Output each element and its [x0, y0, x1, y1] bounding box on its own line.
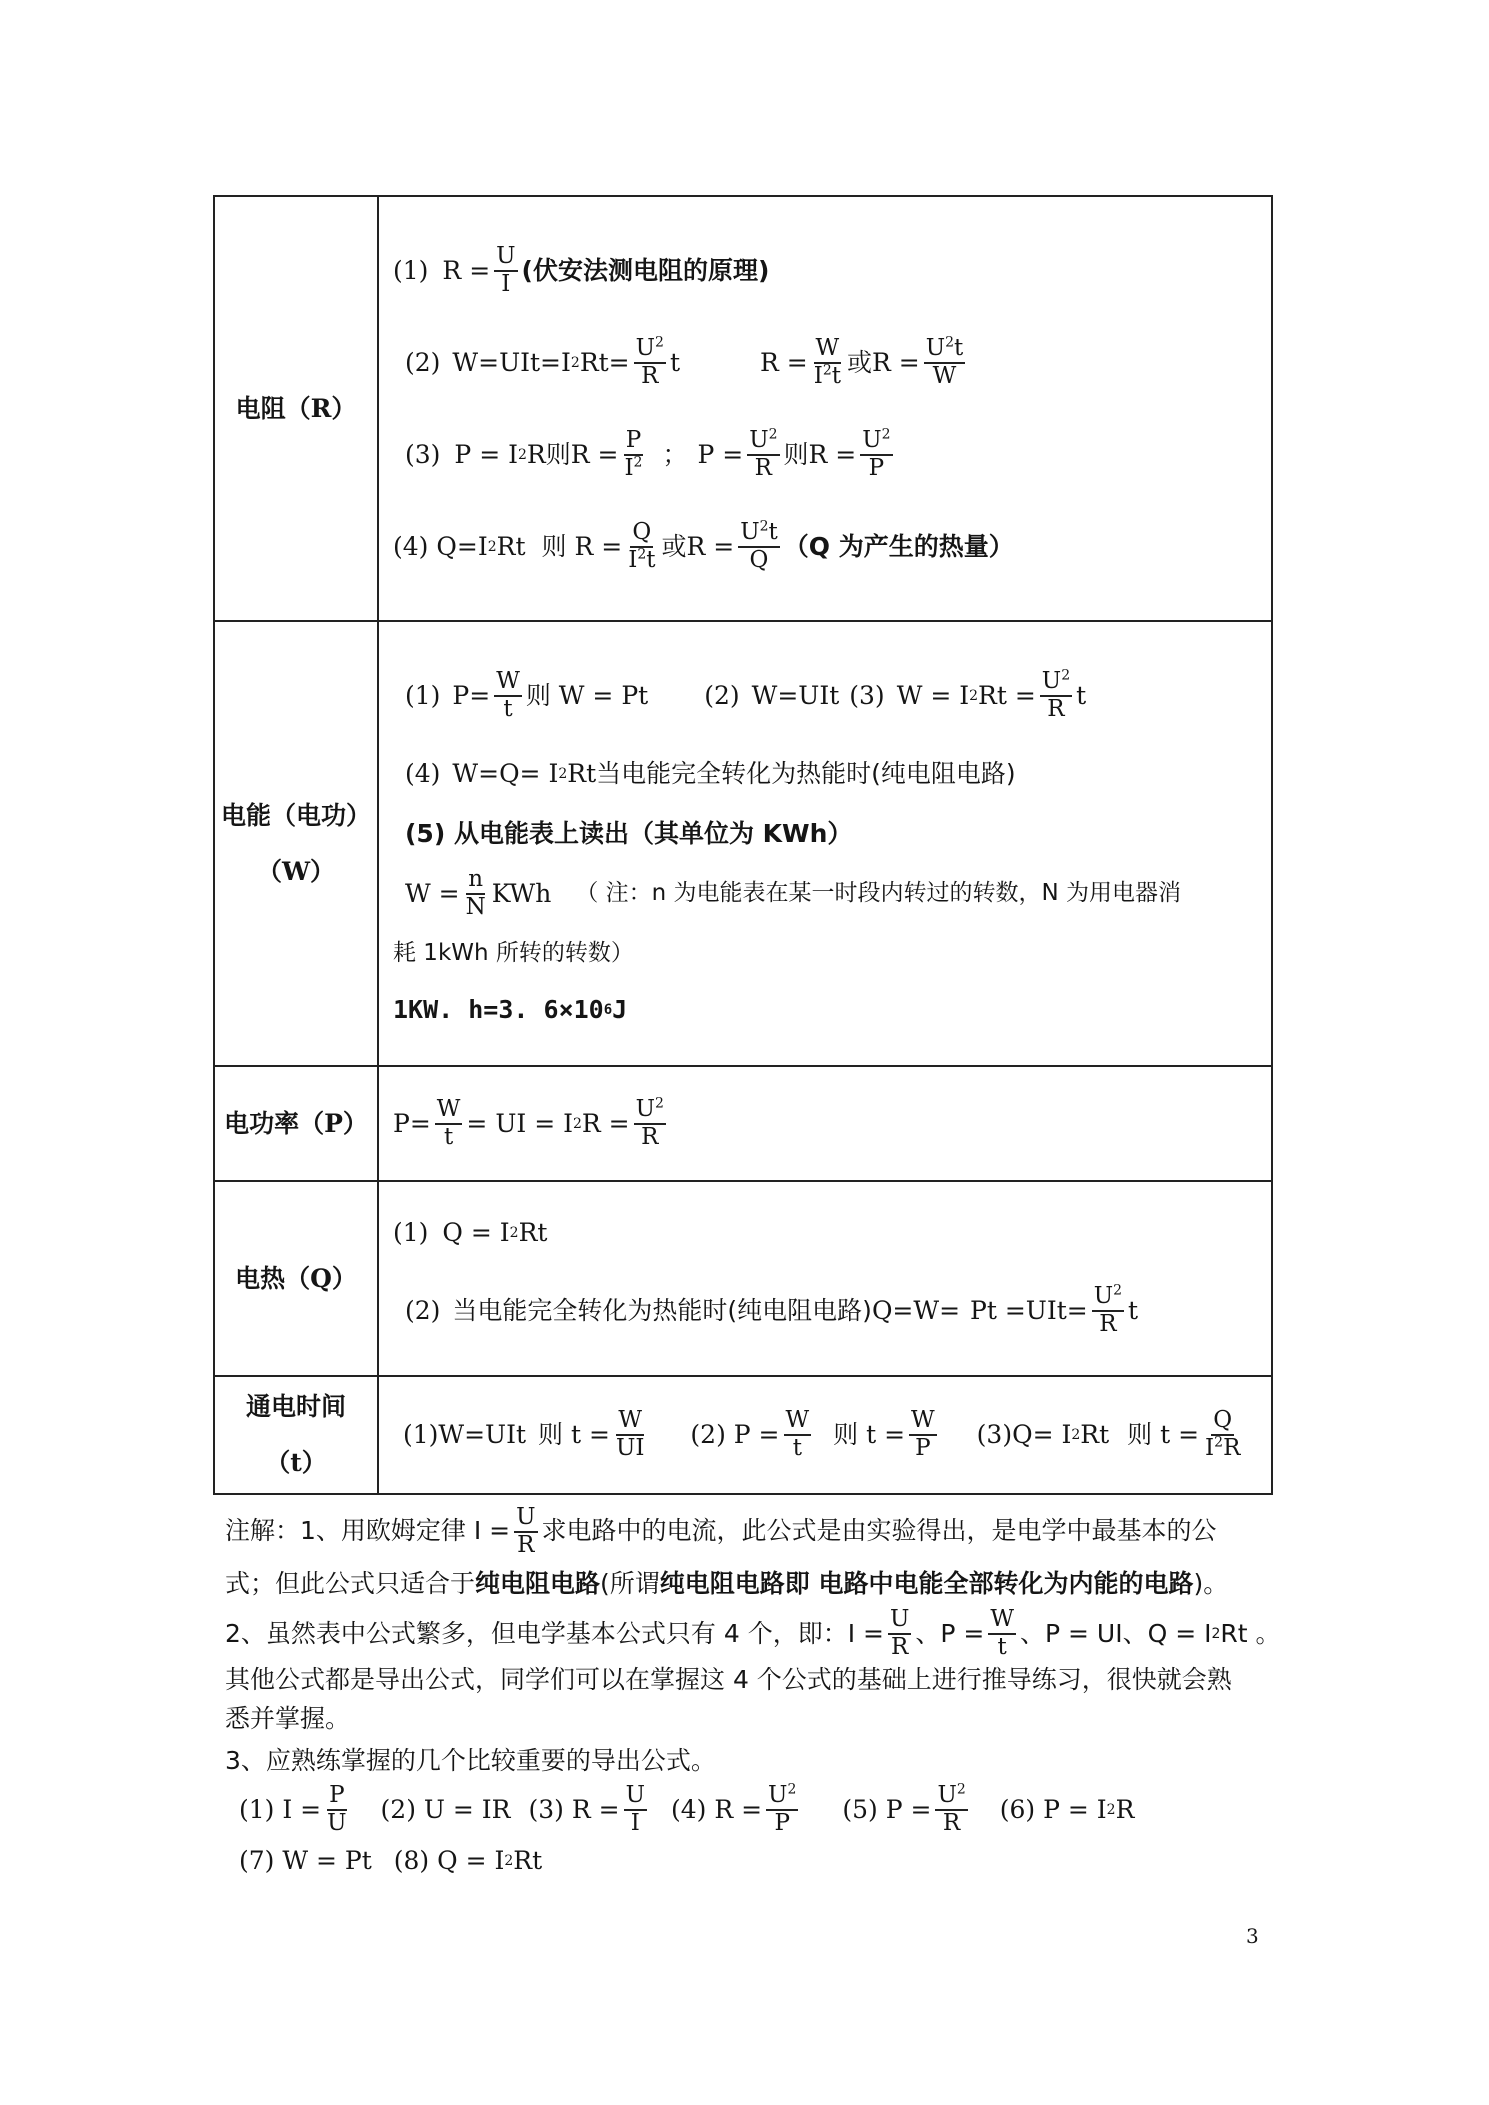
label-text: 通电时间	[245, 1392, 346, 1421]
note: 当电能完全转化为热能时(纯电阻电路)	[452, 1295, 872, 1325]
note-1-line-2	[225, 1565, 1270, 1604]
energy-line-1: (1) P= $\frac{W}{t}$ 则 W = Pt (2) W=UIt (3) W = I 2 Rt = $\frac{U^2}{R}$ t	[405, 667, 1087, 722]
numerator	[747, 428, 779, 456]
den: I	[624, 454, 634, 481]
numerator: W	[494, 669, 522, 697]
numerator: $U^2t$	[924, 336, 966, 364]
fraction	[514, 1505, 537, 1559]
fraction	[435, 1097, 463, 1151]
resistance-formula-4: (4) Q=I 2 Rt 则 R = $\frac{Q}{I^2t}$ 或R = $\frac{U^2t}{Q}$ （Q 为产生的热量）	[393, 518, 1014, 573]
row-label-time	[214, 1376, 378, 1494]
tag: (1)	[393, 1217, 429, 1247]
row-time	[214, 1376, 1272, 1494]
expr: t	[1076, 680, 1087, 710]
denominator: R	[942, 1810, 961, 1836]
numerator: P	[624, 428, 643, 456]
numerator	[1040, 669, 1072, 697]
text: 求电路中的电流，此公式是由实验得出，是电学中最基本的公	[541, 1516, 1217, 1546]
numerator	[935, 1783, 967, 1811]
expr: P=	[452, 680, 491, 710]
derived-formulas-line-2: (7) W = Pt (8) Q = I 2 Rt	[239, 1839, 1270, 1883]
note: 当电能完全转化为热能时(纯电阻电路)	[596, 758, 1016, 788]
resistance-formula-2: (2) W=UIt=I 2 Rt= $\frac{U^2}{R}$ t R = $\frac{W}{I^2t}$ 或R = $\frac{U^2t}{W}$	[405, 334, 964, 389]
time-formulas: (1)W=UIt 则 t = $\frac{W}{UI}$ (2) P = $\frac{W}{t}$ 则 t = $\frac{W}{P}$ (3)Q= I 2 Rt 则 t = $\frac{Q}{I^2R}$	[403, 1407, 1241, 1461]
expr: Rt	[1080, 1420, 1110, 1450]
exp: 2	[759, 518, 769, 535]
lhs: R =	[442, 255, 491, 285]
row-label-energy	[214, 621, 378, 1066]
expr: R则R =	[526, 439, 619, 469]
row-label-power	[214, 1066, 378, 1181]
fraction	[888, 1607, 911, 1661]
expr: (3) R =	[528, 1794, 620, 1824]
tag: (3)	[849, 680, 885, 710]
expr: 则 t =	[1127, 1420, 1200, 1450]
exp: 2	[1061, 667, 1071, 684]
expr: (8) Q = I	[393, 1845, 505, 1875]
den: R	[1223, 1435, 1241, 1461]
num: U	[768, 1782, 788, 1809]
exp: 2	[637, 545, 647, 562]
text: (所谓	[600, 1568, 660, 1598]
row-power	[214, 1066, 1272, 1181]
energy-line-5	[393, 926, 1263, 982]
denominator: R	[754, 454, 772, 481]
text: 耗 1kWh 所转的转数）	[393, 940, 634, 967]
expr: Rt	[513, 1845, 543, 1875]
note-2-line-2: 其他公式都是导出公式，同学们可以在掌握这 4 个公式的基础上进行推导练习，很快就会熟	[225, 1664, 1232, 1694]
expr: (5) P =	[842, 1794, 932, 1824]
denominator: t	[997, 1634, 1007, 1660]
fraction	[622, 428, 644, 482]
text: (5) 从电能表上读出（其单位为 KWh）	[405, 818, 853, 848]
denominator: U	[327, 1810, 347, 1836]
fraction	[494, 244, 517, 298]
exp: 2	[956, 1781, 966, 1798]
tag: (2)	[704, 680, 740, 710]
fraction	[860, 428, 892, 482]
denominator: N	[465, 893, 486, 920]
fraction	[614, 1408, 646, 1462]
expr: Rt=	[579, 347, 630, 377]
label-symbol: （W）	[256, 856, 336, 886]
expr: Pt =UIt=	[970, 1295, 1088, 1325]
label-text: 电能（电功）	[220, 800, 371, 830]
denominator: I	[630, 1810, 640, 1836]
note-2-line-1: 2、虽然表中公式繁多，但电学基本公式只有 4 个，即：I = $\frac{U}{R}$ 、P = $\frac{W}{t}$ 、P = UI、Q = I 2 Rt 。	[225, 1606, 1281, 1660]
denominator	[622, 453, 644, 482]
expr: 则 W = Pt	[525, 680, 649, 710]
expr: (1) I =	[239, 1794, 322, 1824]
heat-line-1: (1) Q = I 2 Rt	[393, 1217, 548, 1247]
expr: 则 t =	[538, 1420, 610, 1450]
row-content-time	[378, 1376, 1272, 1494]
numerator: W	[814, 336, 842, 364]
row-energy	[214, 621, 1272, 1066]
expr: Rt =	[978, 680, 1036, 710]
expr: 1KW. h=3. 6×10	[393, 994, 604, 1024]
num: U	[1041, 667, 1062, 694]
energy-line-2: (4) W=Q= I 2 Rt 当电能完全转化为热能时(纯电阻电路)	[405, 758, 1016, 788]
denominator: W	[932, 362, 957, 389]
denominator: P	[915, 1435, 931, 1461]
fraction	[1092, 1284, 1124, 1338]
note: (伏安法测电阻的原理)	[521, 255, 770, 285]
tag: (4)	[405, 758, 441, 788]
num: U	[1093, 1282, 1114, 1309]
exp: 2	[655, 334, 664, 351]
fraction	[634, 1097, 666, 1151]
denominator: t	[792, 1435, 802, 1461]
heat-line-2	[393, 1265, 1263, 1357]
resistance-formula-3: (3) P = I 2 R则R = $\frac{P}{I^2}$ ； P = $\frac{U^2}{R}$ 则R = $\frac{U^2}{P}$	[405, 426, 891, 481]
num: U	[635, 1095, 656, 1122]
numerator: W	[616, 1408, 644, 1436]
numerator	[766, 1783, 798, 1811]
row-content-resistance	[378, 196, 1272, 621]
row-content-power	[378, 1066, 1272, 1181]
expr: R =	[760, 347, 808, 377]
num: U	[740, 518, 760, 545]
expr: W=UIt=I	[452, 347, 571, 377]
label-text: 电功率（P）	[224, 1108, 368, 1138]
unit: KWh	[491, 878, 552, 908]
exp: 2	[1113, 1282, 1123, 1299]
text: )。	[1193, 1568, 1229, 1598]
expr: 或R =	[846, 347, 920, 377]
exp: 2	[655, 1095, 664, 1112]
expr: Rt	[496, 531, 526, 561]
denominator: R	[517, 1531, 535, 1558]
denominator: UI	[615, 1435, 645, 1461]
energy-line-3	[393, 806, 1263, 862]
energy-line-6: 1KW. h=3. 6×10 6 J	[393, 994, 628, 1024]
expr: (6) P = I	[999, 1794, 1107, 1824]
expr: W = I	[896, 680, 970, 710]
numerator	[634, 1097, 666, 1125]
numerator: U	[494, 244, 517, 272]
numerator: W	[784, 1408, 812, 1436]
tag: (2)	[405, 1295, 441, 1325]
text: 2、虽然表中公式繁多，但电学基本公式只有 4 个，即：I =	[225, 1618, 884, 1648]
note-1-line-1	[225, 1505, 1270, 1559]
denominator: Q	[749, 546, 769, 573]
fraction	[1203, 1408, 1242, 1462]
expr: Q=W=	[871, 1295, 961, 1325]
denominator: R	[891, 1634, 909, 1660]
tag: (3)	[405, 439, 441, 469]
fraction	[766, 1783, 798, 1837]
exp: 2	[787, 1781, 797, 1798]
expr: W=Q= I	[452, 758, 559, 788]
expr: Q = I	[442, 1217, 510, 1247]
den: I	[1205, 1435, 1215, 1461]
numerator: U	[624, 1783, 647, 1811]
num: U	[635, 334, 656, 361]
fraction	[935, 1783, 967, 1837]
label-symbol: （t）	[265, 1448, 327, 1477]
expr: 或R =	[661, 531, 735, 561]
exp: 2	[633, 453, 643, 470]
expr: Rt	[518, 1217, 548, 1247]
tag: (1)	[393, 255, 429, 285]
emphasis: 纯电阻电路	[475, 1568, 601, 1598]
numerator	[1092, 1284, 1124, 1312]
fraction	[909, 1408, 937, 1462]
expr: Q=I	[436, 531, 488, 561]
den: I	[813, 362, 823, 389]
row-label-resistance	[214, 196, 378, 621]
energy-line-4	[393, 862, 1263, 926]
fraction	[325, 1783, 348, 1837]
exp: 2	[881, 426, 891, 443]
expr: R =	[581, 1108, 630, 1138]
exp: 2	[822, 361, 832, 378]
denominator	[1203, 1436, 1242, 1462]
label-text: 电热（Q）	[235, 1263, 357, 1293]
expr: t	[1128, 1295, 1139, 1325]
expr: (1)W=UIt	[403, 1420, 527, 1450]
power-formula: P= $\frac{W}{t}$ = UI = I 2 R = $\frac{U^2}{R}$	[393, 1095, 664, 1150]
expr: Rt	[567, 758, 597, 788]
numerator	[634, 336, 666, 364]
numerator: U	[514, 1505, 537, 1533]
row-content-heat	[378, 1181, 1272, 1376]
fraction	[464, 867, 488, 921]
label-text: 电阻（R）	[235, 393, 357, 423]
exp: 2	[768, 426, 778, 443]
denominator: P	[774, 1810, 790, 1836]
page-number: 3	[1246, 1924, 1259, 1948]
derived-formulas-line-1: (1) I = $\frac{P}{U}$ (2) U = IR (3) R = $\frac{U}{I}$ (4) R = $\frac{U^2}{P}$ (5) P = $\frac{U^2}{R}$ (6) P = I 2 R	[239, 1781, 1135, 1836]
denominator: $I^2t$	[628, 545, 656, 573]
fraction	[634, 336, 666, 390]
denominator: t	[503, 695, 513, 722]
numerator: W	[988, 1607, 1016, 1635]
numerator: W	[909, 1408, 937, 1436]
row-resistance	[214, 196, 1272, 621]
resistance-formula-1	[393, 225, 1263, 317]
expr: 则R =	[783, 439, 857, 469]
fraction	[784, 1408, 812, 1462]
denominator: t	[443, 1123, 454, 1150]
expr: (3)Q= I	[976, 1420, 1072, 1450]
note-3: 3、应熟练掌握的几个比较重要的导出公式。	[225, 1746, 716, 1776]
text: 注解：1、用欧姆定律 I =	[225, 1516, 511, 1546]
denominator: R	[641, 362, 659, 389]
notes-section	[225, 1504, 1281, 1883]
num: U	[937, 1782, 957, 1809]
fraction	[747, 428, 779, 482]
text: Rt 。	[1220, 1618, 1281, 1648]
exp: 2	[1214, 1434, 1224, 1451]
num: U	[749, 426, 769, 453]
expr: = UI = I	[466, 1108, 573, 1138]
expr: P=	[393, 1108, 431, 1138]
numerator: Q	[630, 520, 653, 548]
expr: 则 R =	[541, 531, 623, 561]
fraction	[494, 669, 522, 723]
fraction	[812, 336, 843, 390]
numerator: Q	[1211, 1408, 1234, 1436]
text: 、P = UI、Q = I	[1020, 1618, 1212, 1648]
numerator: U	[888, 1607, 911, 1635]
fraction	[626, 520, 657, 574]
fraction	[988, 1607, 1016, 1661]
denominator: R	[1047, 695, 1065, 722]
num: U	[862, 426, 882, 453]
text: 、P =	[915, 1618, 985, 1648]
denominator: I	[501, 270, 511, 297]
expr: P =	[697, 439, 744, 469]
denominator: $I^2t$	[813, 361, 841, 389]
fraction	[1040, 669, 1072, 723]
expr: (7) W = Pt	[239, 1845, 372, 1875]
expr: 则 t =	[833, 1420, 906, 1450]
expr: t	[669, 347, 680, 377]
numerator: $U^2t$	[738, 520, 780, 548]
emphasis: 纯电阻电路即 电路中电能全部转化为内能的电路	[659, 1568, 1194, 1598]
tag: (2)	[405, 347, 441, 377]
tag: (1)	[405, 680, 441, 710]
expr: (4) R =	[670, 1794, 763, 1824]
expr: W=UIt	[751, 680, 840, 710]
separator: ；	[662, 439, 688, 469]
denominator: R	[641, 1123, 659, 1150]
row-heat	[214, 1181, 1272, 1376]
note: （Q 为产生的热量）	[783, 531, 1014, 561]
expr: P = I	[454, 439, 518, 469]
numerator: n	[466, 867, 485, 895]
fraction	[924, 336, 966, 390]
expr: J	[612, 994, 628, 1024]
denominator: R	[1099, 1310, 1117, 1337]
expr: R	[1115, 1794, 1135, 1824]
numerator	[860, 428, 892, 456]
row-content-energy	[378, 621, 1272, 1066]
expr: W =	[405, 878, 460, 908]
numerator: W	[435, 1097, 463, 1125]
fraction	[738, 520, 780, 574]
exp: 2	[945, 334, 955, 351]
fraction	[624, 1783, 647, 1837]
den: I	[628, 546, 638, 573]
row-label-heat	[214, 1181, 378, 1376]
text: 式；但此公式只适合于	[225, 1568, 476, 1598]
note-2-line-3: 悉并掌握。	[225, 1703, 351, 1733]
note: （ 注：n 为电能表在某一时段内转过的转数，N 为用电器消	[575, 880, 1182, 907]
tag: (4)	[393, 531, 429, 561]
num: U	[925, 334, 946, 361]
denominator: P	[868, 454, 885, 481]
expr: (2) U = IR	[380, 1794, 511, 1824]
numerator: P	[327, 1783, 346, 1811]
expr: (2) P =	[690, 1420, 780, 1450]
formula-table	[213, 195, 1273, 1495]
